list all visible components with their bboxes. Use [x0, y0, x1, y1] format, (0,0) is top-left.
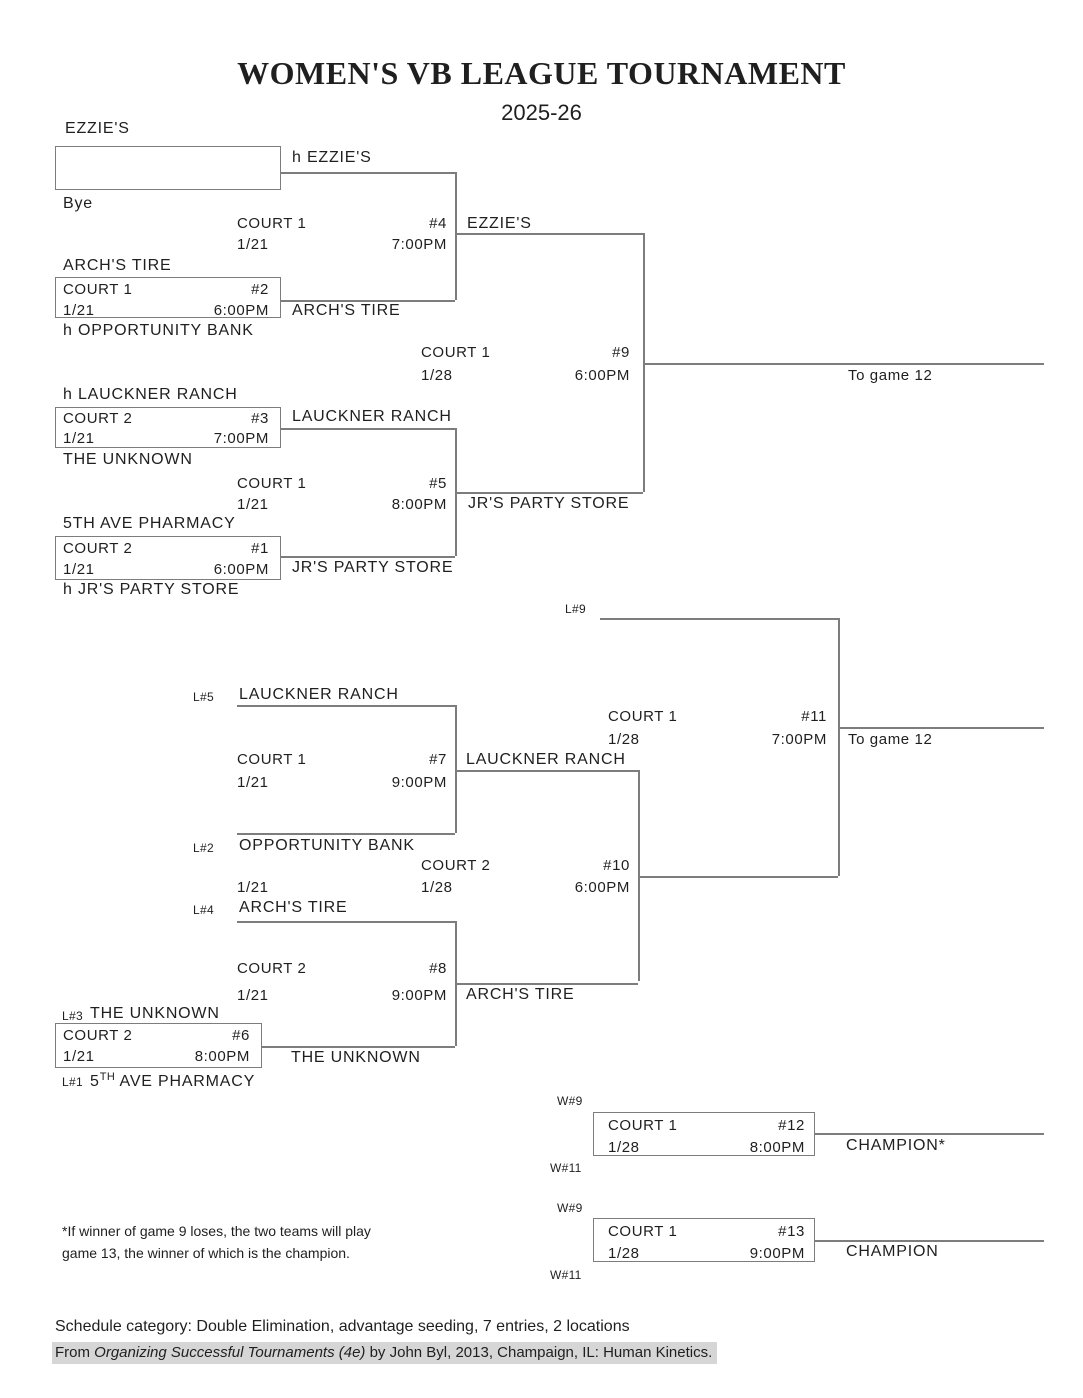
bracket-line-winner-g11 — [838, 727, 1044, 729]
game10-stray-date: 1/21 — [237, 879, 269, 896]
bracket-junction-g8 — [455, 921, 457, 1046]
bracket-line-winner-g9 — [643, 363, 1044, 365]
game5-date: 1/21 — [237, 496, 269, 513]
game1-number: #1 — [251, 540, 269, 557]
game1-time: 6:00PM — [213, 561, 269, 578]
game11-court: COURT 1 — [608, 708, 678, 725]
bracket-line-winner-g6 — [262, 1046, 455, 1048]
winner-game7: LAUCKNER RANCH — [466, 751, 626, 768]
loser-label-l9: L#9 — [565, 602, 586, 616]
game11-date: 1/28 — [608, 731, 640, 748]
game8-court: COURT 2 — [237, 960, 307, 977]
winner-game8: ARCH'S TIRE — [466, 986, 575, 1003]
source-book-title: Organizing Successful Tournaments (4e) — [94, 1344, 366, 1361]
game2-time: 6:00PM — [213, 302, 269, 319]
bracket-junction-g10 — [638, 770, 640, 981]
game1-date: 1/21 — [63, 561, 95, 578]
game9-number: #9 — [612, 344, 630, 361]
game1-court: COURT 2 — [63, 540, 133, 557]
winner-game4: EZZIE'S — [467, 215, 532, 232]
game7-date: 1/21 — [237, 774, 269, 791]
schedule-category: Schedule category: Double Elimination, advantage seeding, 7 entries, 2 locations — [55, 1318, 630, 1335]
game8-number: #8 — [429, 960, 447, 977]
game12-time: 8:00PM — [749, 1139, 805, 1156]
slot-h-lauckner-ranch: h LAUCKNER RANCH — [63, 386, 238, 403]
game7-court: COURT 1 — [237, 751, 307, 768]
game6-time: 8:00PM — [194, 1048, 250, 1065]
game3-number: #3 — [251, 410, 269, 427]
game5-time: 8:00PM — [391, 496, 447, 513]
game13-date: 1/28 — [608, 1245, 640, 1262]
game13-court: COURT 1 — [608, 1223, 678, 1240]
bracket-line-winner-g7 — [455, 770, 638, 772]
bracket-junction-g11 — [838, 618, 840, 876]
winner-game3: LAUCKNER RANCH — [292, 408, 452, 425]
loser-label-l3: L#3 — [62, 1009, 83, 1023]
game13-time: 9:00PM — [749, 1245, 805, 1262]
champion-tentative-label: CHAMPION* — [846, 1137, 946, 1154]
game-box-bye — [55, 146, 281, 190]
season-subtitle: 2025-26 — [501, 100, 582, 125]
bracket-line-champion-g13 — [815, 1240, 1044, 1242]
slot-archs-tire: ARCH'S TIRE — [63, 257, 172, 274]
bracket-line-winner-g3 — [281, 428, 455, 430]
game5-court: COURT 1 — [237, 475, 307, 492]
bracket-junction-g7 — [455, 705, 457, 833]
to-game12-note-lower: To game 12 — [848, 731, 933, 748]
game9-court: COURT 1 — [421, 344, 491, 361]
bracket-line-l9 — [600, 618, 838, 620]
loser-label-l5: L#5 — [193, 690, 214, 704]
bracket-line-champion-g12 — [815, 1133, 1044, 1135]
winner-game1: JR'S PARTY STORE — [292, 559, 454, 576]
slot-ezzies: EZZIE'S — [65, 120, 130, 137]
w9-label-game12: W#9 — [557, 1094, 583, 1108]
game5-number: #5 — [429, 475, 447, 492]
w9-label-game13: W#9 — [557, 1201, 583, 1215]
loser-team-l1-rest: AVE PHARMACY — [115, 1073, 256, 1090]
bracket-line-h-ezzies — [281, 172, 455, 174]
bracket-junction-g4 — [455, 172, 457, 300]
bracket-line-winner-g1 — [281, 556, 455, 558]
game12-court: COURT 1 — [608, 1117, 678, 1134]
game2-court: COURT 1 — [63, 281, 133, 298]
game6-court: COURT 2 — [63, 1027, 133, 1044]
loser-team-l1 — [90, 1072, 255, 1090]
source-prefix: From — [55, 1344, 95, 1361]
game10-date: 1/28 — [421, 879, 453, 896]
loser-team-l1-ordinal: TH — [99, 1071, 116, 1083]
slot-the-unknown: THE UNKNOWN — [63, 451, 193, 468]
game6-number: #6 — [232, 1027, 250, 1044]
footnote-line2: game 13, the winner of which is the champion. — [62, 1245, 350, 1261]
w11-label-game12: W#11 — [550, 1161, 582, 1175]
bracket-junction-g9 — [643, 233, 645, 492]
game10-court: COURT 2 — [421, 857, 491, 874]
winner-game6: THE UNKNOWN — [291, 1049, 421, 1066]
game9-date: 1/28 — [421, 367, 453, 384]
loser-label-l2: L#2 — [193, 841, 214, 855]
footnote-line1: *If winner of game 9 loses, the two teams will play — [62, 1223, 371, 1239]
game2-date: 1/21 — [63, 302, 95, 319]
loser-team-l4: ARCH'S TIRE — [239, 899, 348, 916]
slot-h-ezzies: h EZZIE'S — [292, 149, 372, 166]
game12-date: 1/28 — [608, 1139, 640, 1156]
bracket-junction-g5 — [455, 428, 457, 556]
w11-label-game13: W#11 — [550, 1268, 582, 1282]
game8-date: 1/21 — [237, 987, 269, 1004]
bracket-line-l4 — [237, 921, 455, 923]
game6-date: 1/21 — [63, 1048, 95, 1065]
game8-time: 9:00PM — [391, 987, 447, 1004]
bracket-line-l2 — [237, 833, 455, 835]
game3-time: 7:00PM — [213, 430, 269, 447]
game11-time: 7:00PM — [771, 731, 827, 748]
slot-h-opportunity-bank: h OPPORTUNITY BANK — [63, 322, 254, 339]
slot-bye: Bye — [63, 195, 93, 212]
game10-number: #10 — [603, 857, 630, 874]
loser-team-l2: OPPORTUNITY BANK — [239, 837, 415, 854]
source-citation — [52, 1345, 717, 1360]
loser-label-l4: L#4 — [193, 903, 214, 917]
game7-number: #7 — [429, 751, 447, 768]
champion-label: CHAMPION — [846, 1243, 939, 1260]
game13-number: #13 — [778, 1223, 805, 1240]
bracket-line-winner-g4 — [455, 233, 643, 235]
loser-team-l5: LAUCKNER RANCH — [239, 686, 399, 703]
slot-h-jrs-party-store: h JR'S PARTY STORE — [63, 581, 240, 598]
game3-date: 1/21 — [63, 430, 95, 447]
bracket-line-winner-g10 — [638, 876, 838, 878]
loser-team-l3: THE UNKNOWN — [90, 1005, 220, 1022]
game12-number: #12 — [778, 1117, 805, 1134]
game2-number: #2 — [251, 281, 269, 298]
tournament-title: WOMEN'S VB LEAGUE TOURNAMENT — [237, 55, 846, 91]
bracket-line-winner-g5 — [455, 492, 643, 494]
to-game12-note-upper: To game 12 — [848, 367, 933, 384]
winner-game2: ARCH'S TIRE — [292, 302, 401, 319]
game7-time: 9:00PM — [391, 774, 447, 791]
winner-game5: JR'S PARTY STORE — [468, 495, 630, 512]
bracket-line-l5 — [237, 705, 455, 707]
game4-number: #4 — [429, 215, 447, 232]
source-suffix: by John Byl, 2013, Champaign, IL: Human Kinetics. — [365, 1344, 713, 1361]
bracket-line-winner-g8 — [455, 983, 638, 985]
loser-label-l1: L#1 — [62, 1075, 83, 1089]
game4-date: 1/21 — [237, 236, 269, 253]
game9-time: 6:00PM — [574, 367, 630, 384]
game10-time: 6:00PM — [574, 879, 630, 896]
game4-court: COURT 1 — [237, 215, 307, 232]
loser-team-l1-number: 5 — [90, 1073, 100, 1090]
game11-number: #11 — [801, 708, 827, 725]
slot-5th-ave-pharmacy: 5TH AVE PHARMACY — [63, 515, 236, 532]
game3-court: COURT 2 — [63, 410, 133, 427]
game4-time: 7:00PM — [391, 236, 447, 253]
